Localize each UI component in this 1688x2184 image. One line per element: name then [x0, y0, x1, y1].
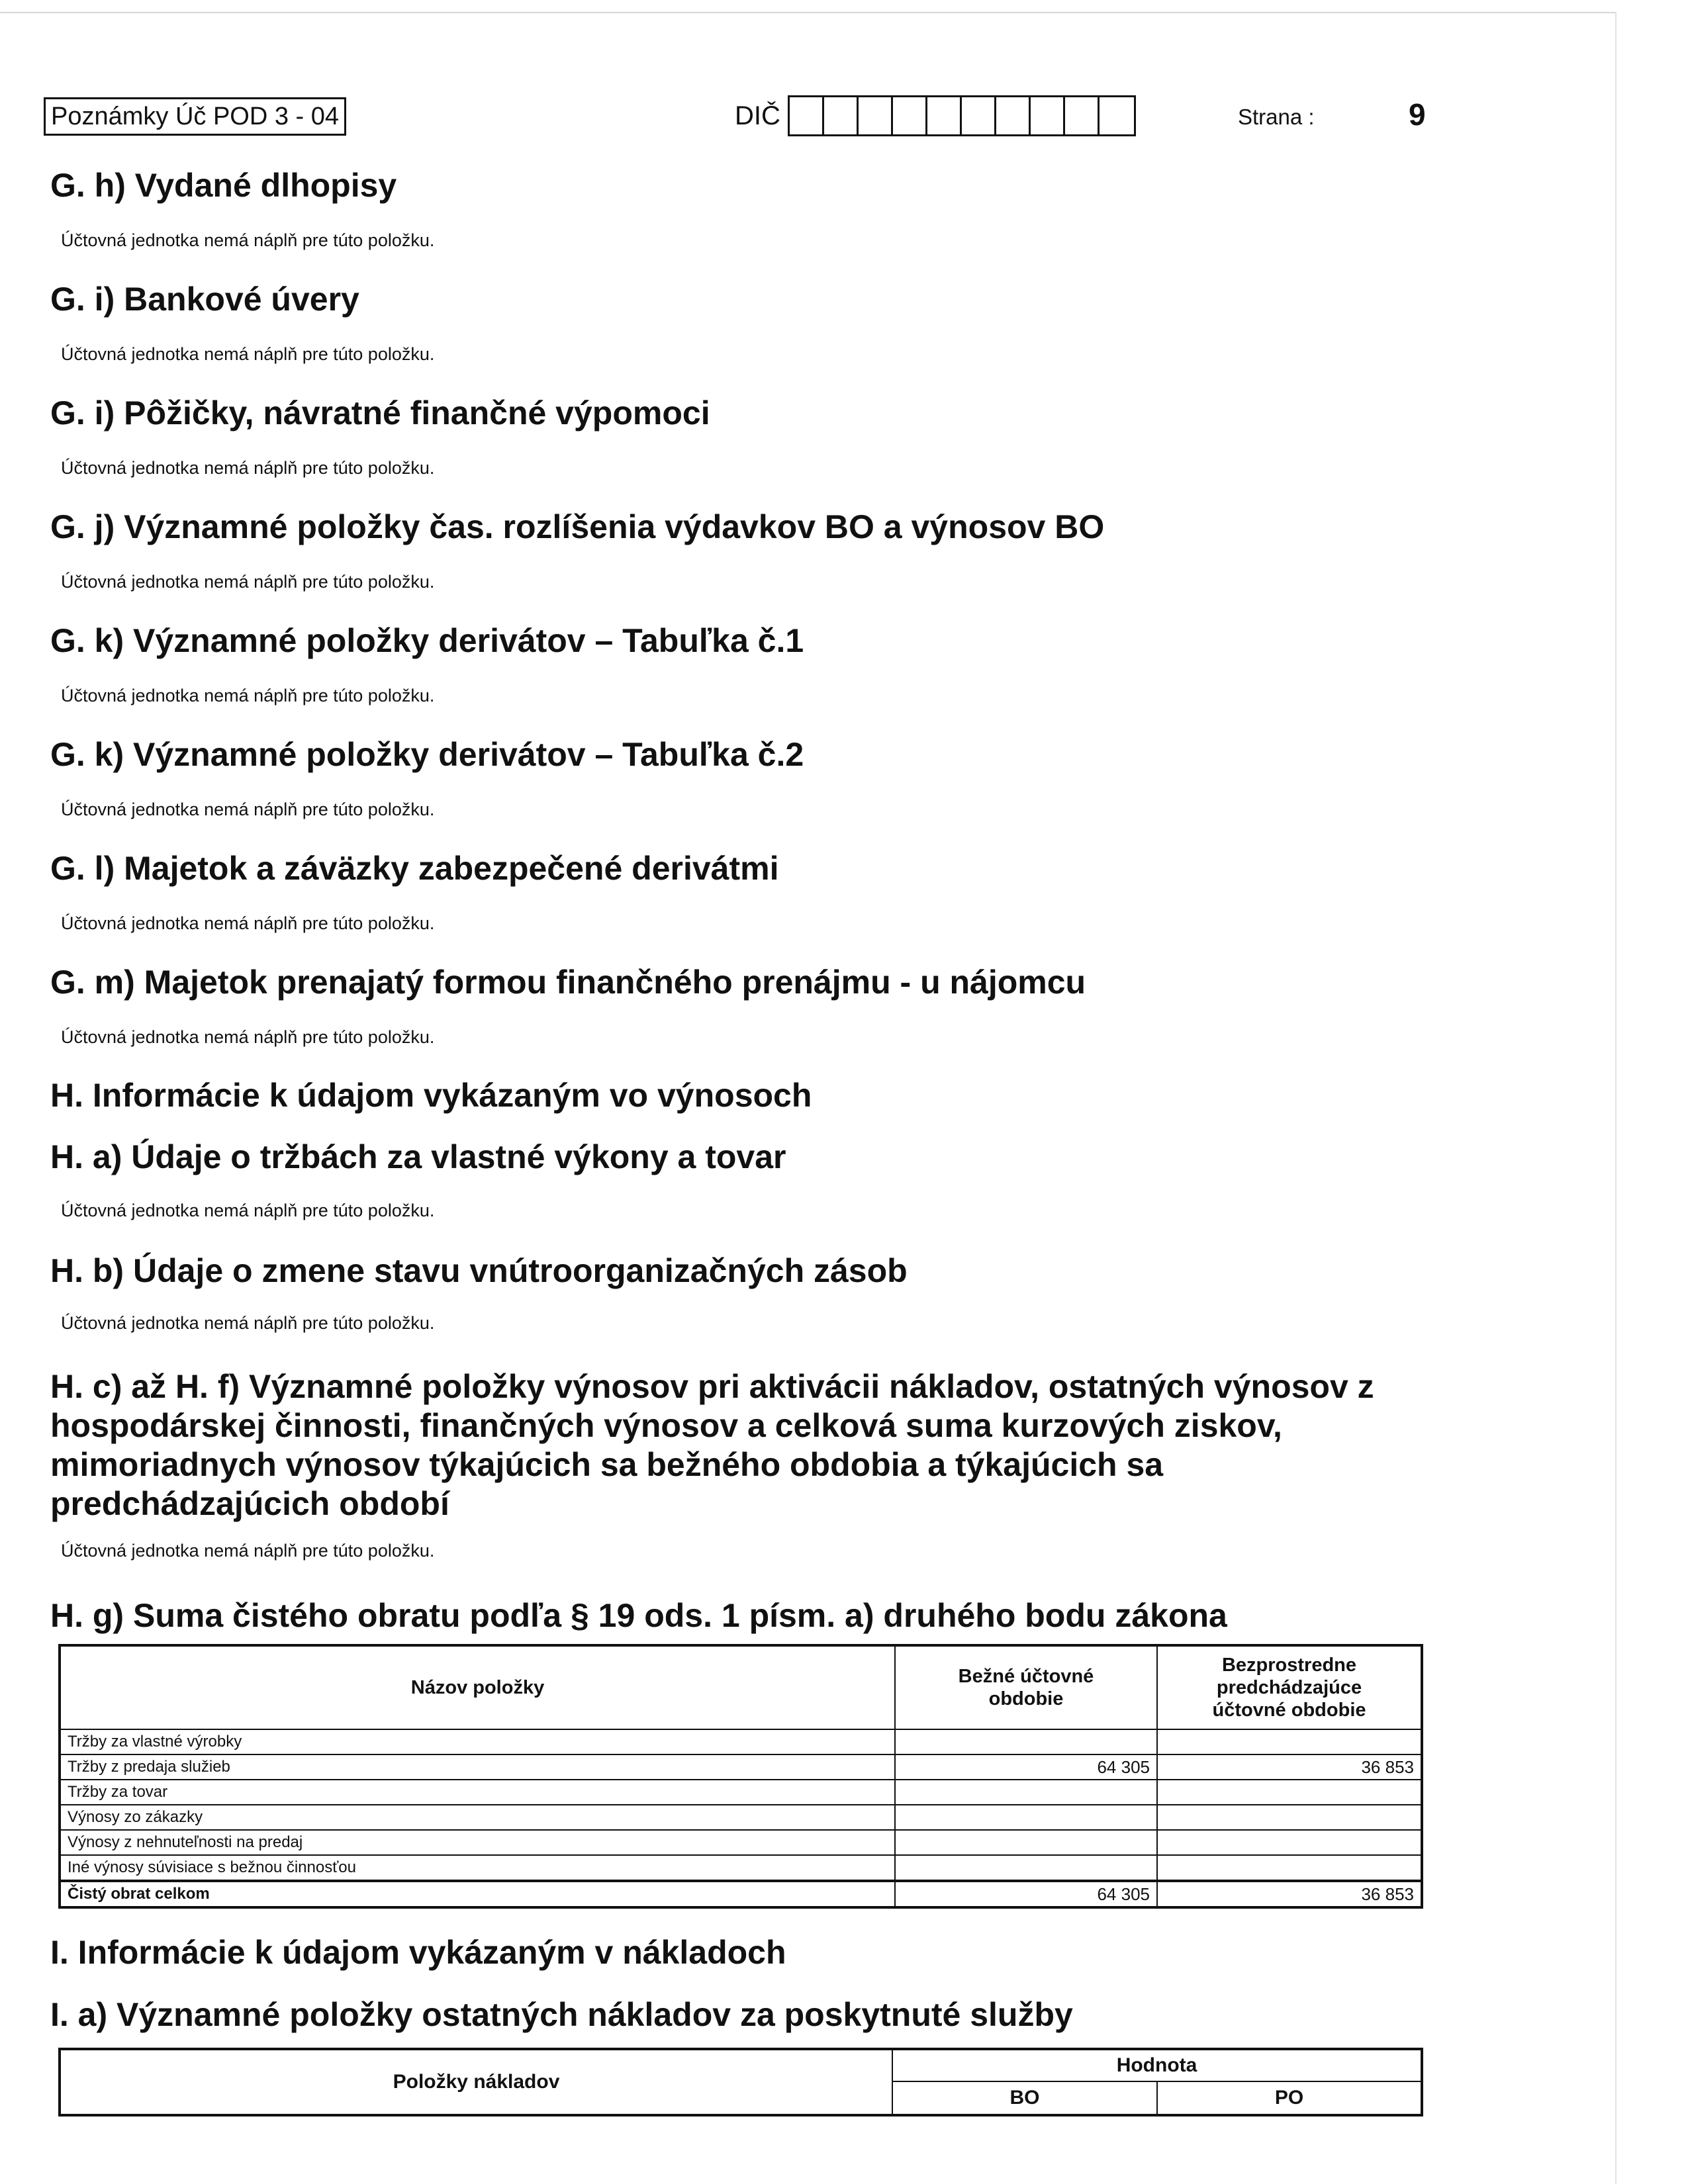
table-row — [60, 1729, 1422, 1754]
row-current-value — [895, 1830, 1157, 1855]
row-label: Tržby z predaja služieb — [60, 1754, 895, 1780]
form-id: Poznámky Úč POD 3 - 04 — [44, 97, 346, 136]
section-title-line: mimoriadnych výnosov týkajúcich sa bežného obdobia a týkajúcich sa — [50, 1446, 1164, 1483]
row-label: Tržby za tovar — [60, 1780, 895, 1805]
row-label: Výnosy z nehnuteľnosti na predaj — [60, 1830, 895, 1855]
section-title-line: hospodárskej činnosti, finančných výnosov a celková suma kurzových ziskov, — [50, 1407, 1282, 1444]
dic-boxes — [788, 95, 1136, 136]
section-title-ha: H. a) Údaje o tržbách za vlastné výkony a tovar — [50, 1138, 786, 1175]
row-label: Tržby za vlastné výrobky — [60, 1729, 895, 1754]
row-previous-value — [1157, 1780, 1422, 1805]
row-previous-value: 36 853 — [1157, 1881, 1422, 1907]
section-title-gk-1: G. k) Významné položky derivátov – Tabuľka č.1 — [50, 622, 804, 659]
row-current-value — [895, 1855, 1157, 1881]
section-note-ha: Účtovná jednotka nemá náplň pre túto položku. — [61, 1201, 435, 1220]
dic-box — [859, 97, 893, 134]
section-title-hc-hf — [50, 1367, 1440, 1524]
section-note-gl: Účtovná jednotka nemá náplň pre túto položku. — [61, 913, 435, 933]
section-title-gi-bank: G. i) Bankové úvery — [50, 281, 359, 318]
dic-box — [962, 97, 996, 134]
page-number: 9 — [1409, 97, 1426, 132]
column-header-current-period: Bežné účtovné obdobie — [895, 1645, 1157, 1729]
section-note-hc-hf: Účtovná jednotka nemá náplň pre túto položku. — [61, 1541, 435, 1561]
table-total-row — [60, 1881, 1422, 1907]
section-title-gj: G. j) Významné položky čas. rozlíšenia výdavkov BO a výnosov BO — [50, 508, 1105, 545]
section-title-h: H. Informácie k údajom vykázaným vo výnosoch — [50, 1077, 812, 1114]
page-right-edge — [1615, 12, 1617, 2184]
column-header-item-name: Názov položky — [60, 1645, 895, 1729]
row-label: Čistý obrat celkom — [60, 1881, 895, 1907]
section-title-hb: H. b) Údaje o zmene stavu vnútroorganizačných zásob — [50, 1252, 908, 1289]
dic-label: DIČ — [735, 101, 780, 130]
section-note-gi-loans: Účtovná jednotka nemá náplň pre túto položku. — [61, 458, 435, 478]
table-row — [60, 1780, 1422, 1805]
column-header-previous-period: Bezprostredne predchádzajúce účtovné obdobie — [1157, 1645, 1422, 1729]
section-title-hg: H. g) Suma čistého obratu podľa § 19 ods. 1 písm. a) druhého bodu zákona — [50, 1597, 1227, 1634]
row-current-value: 64 305 — [895, 1754, 1157, 1780]
page-label: Strana : — [1238, 105, 1315, 129]
section-title-i: I. Informácie k údajom vykázaným v nákladoch — [50, 1934, 786, 1971]
dic-box — [1031, 97, 1065, 134]
table-row — [60, 1754, 1422, 1780]
dic-box — [824, 97, 859, 134]
table-row — [60, 1805, 1422, 1830]
row-current-value: 64 305 — [895, 1881, 1157, 1907]
column-header-po: PO — [1157, 2081, 1422, 2115]
section-note-hb: Účtovná jednotka nemá náplň pre túto položku. — [61, 1313, 435, 1333]
dic-box — [927, 97, 962, 134]
section-note-gk-2: Účtovná jednotka nemá náplň pre túto položku. — [61, 799, 435, 819]
table-header-row — [60, 2049, 1422, 2081]
table-header-row — [60, 1645, 1422, 1729]
section-title-gk-2: G. k) Významné položky derivátov – Tabuľka č.2 — [50, 736, 804, 773]
dic-box — [1065, 97, 1100, 134]
dic-box — [790, 97, 824, 134]
section-note-gh: Účtovná jednotka nemá náplň pre túto položku. — [61, 230, 435, 250]
section-title-gi-loans: G. i) Pôžičky, návratné finančné výpomoci — [50, 394, 710, 432]
column-header-bo: BO — [892, 2081, 1157, 2115]
section-note-gm: Účtovná jednotka nemá náplň pre túto položku. — [61, 1027, 435, 1047]
dic-box — [996, 97, 1031, 134]
row-current-value — [895, 1729, 1157, 1754]
row-label: Výnosy zo zákazky — [60, 1805, 895, 1830]
column-header-value: Hodnota — [892, 2049, 1422, 2081]
section-title-line: predchádzajúcich období — [50, 1485, 449, 1522]
turnover-table — [58, 1644, 1423, 1909]
dic-box — [1100, 97, 1134, 134]
page-top-edge — [0, 12, 1615, 13]
row-previous-value — [1157, 1729, 1422, 1754]
section-note-gk-1: Účtovná jednotka nemá náplň pre túto položku. — [61, 686, 435, 705]
row-previous-value — [1157, 1855, 1422, 1881]
section-note-gj: Účtovná jednotka nemá náplň pre túto položku. — [61, 572, 435, 592]
section-note-gi-bank: Účtovná jednotka nemá náplň pre túto položku. — [61, 344, 435, 364]
costs-table — [58, 2048, 1423, 2116]
section-title-gm: G. m) Majetok prenajatý formou finančného prenájmu - u nájomcu — [50, 964, 1086, 1001]
section-title-line: H. c) až H. f) Významné položky výnosov pri aktivácii nákladov, ostatných výnosov z — [50, 1368, 1374, 1405]
table-row — [60, 1855, 1422, 1881]
section-title-ia: I. a) Významné položky ostatných nákladov za poskytnuté služby — [50, 1996, 1073, 2033]
table-row — [60, 1830, 1422, 1855]
row-previous-value: 36 853 — [1157, 1754, 1422, 1780]
row-label: Iné výnosy súvisiace s bežnou činnosťou — [60, 1855, 895, 1881]
row-current-value — [895, 1780, 1157, 1805]
section-title-gl: G. l) Majetok a záväzky zabezpečené derivátmi — [50, 850, 779, 887]
row-current-value — [895, 1805, 1157, 1830]
column-header-cost-items: Položky nákladov — [60, 2049, 892, 2115]
dic-box — [893, 97, 927, 134]
row-previous-value — [1157, 1805, 1422, 1830]
row-previous-value — [1157, 1830, 1422, 1855]
section-title-gh: G. h) Vydané dlhopisy — [50, 167, 397, 204]
